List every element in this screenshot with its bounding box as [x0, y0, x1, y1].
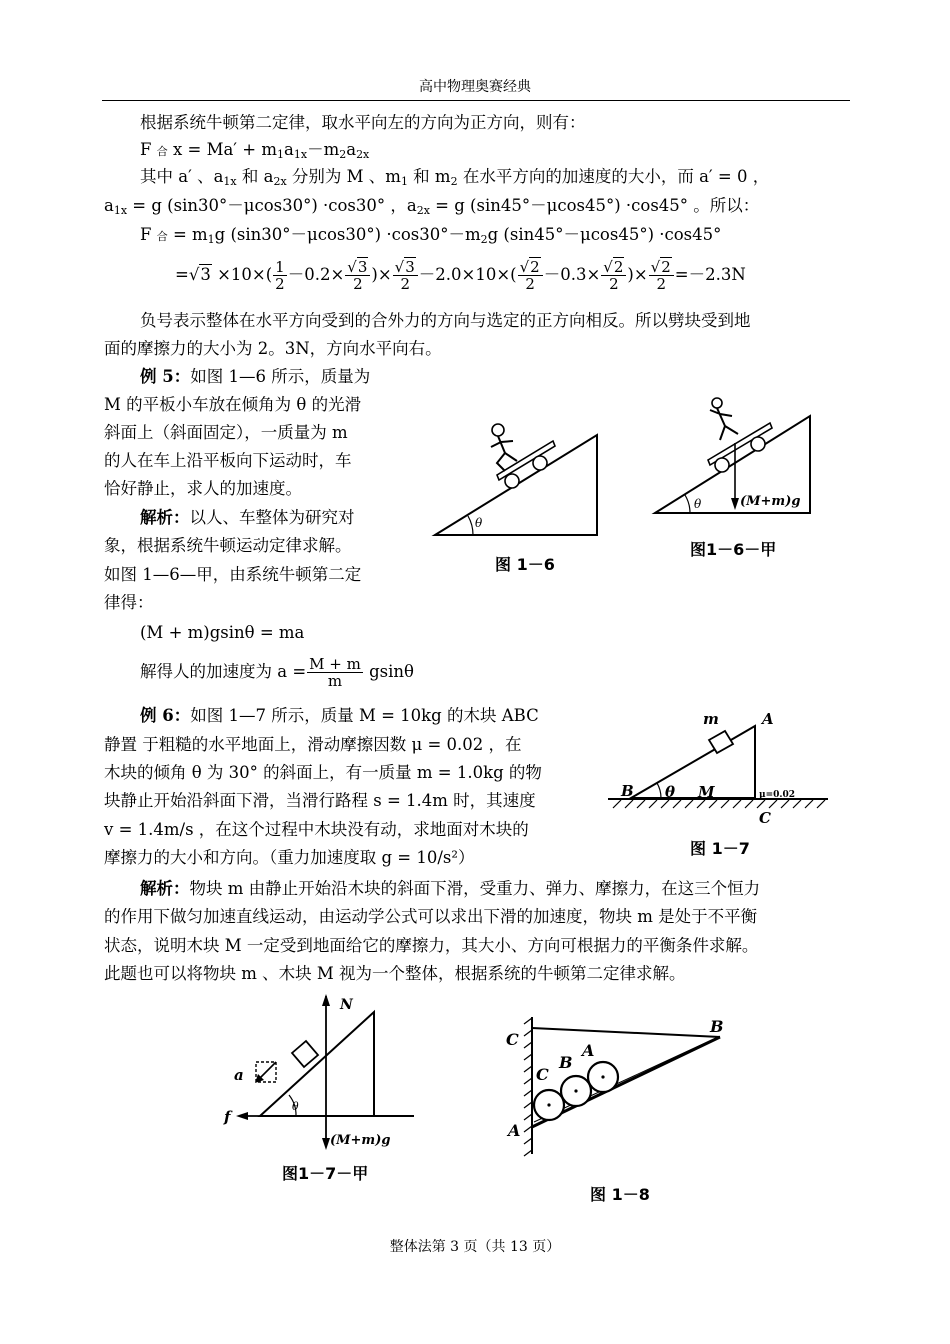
fig17a-N: N — [340, 997, 353, 1013]
fig17a-force: (M+m)g — [330, 1133, 391, 1148]
fig17a-caption: 图1－7－甲 — [282, 1164, 369, 1183]
ex5-eq2-num: M + m — [309, 655, 361, 673]
fig18-C1: C — [506, 1030, 519, 1049]
ex5-eq-2 — [140, 652, 414, 692]
text-line-4: $a_{1x} = g$ (sin30°－μcos30°) ·cos30° ，$a_{2x} = g$ (sin45°－μcos45°) ·cos45° 。所以： — [104, 196, 760, 217]
fig17a-theta: θ — [292, 1100, 299, 1113]
fig18-A1: A — [582, 1041, 595, 1060]
ex6-label: 例 6： — [140, 706, 191, 725]
ex5-sol-line-3 — [104, 565, 361, 585]
ex5-eq2-fraction — [307, 656, 363, 689]
ex5-sol-line-2 — [104, 536, 352, 556]
ex5-t3: 斜面上（斜面固定），一质量为 m — [104, 423, 348, 442]
fig16a-theta: θ — [694, 497, 702, 511]
fig18-B1: B — [710, 1017, 724, 1036]
figure-1-7-jia — [222, 992, 422, 1160]
ex5-sol-label: 解析： — [140, 508, 190, 527]
figure-1-6-jia — [650, 388, 830, 523]
header-rule — [102, 100, 850, 101]
ex5-line-4 — [104, 451, 352, 471]
figure-1-6 — [425, 395, 615, 545]
text-l8: 面的摩擦力的大小为 2。3N，方向水平向右。 — [104, 339, 442, 358]
ex6-s1: 物块 m 由静止开始沿木块的斜面下滑，受重力、弹力、摩擦力，在这三个恒力 — [189, 879, 761, 898]
text-line-7 — [140, 311, 751, 331]
fig17a-f: f — [224, 1108, 231, 1126]
fig17-C: C — [759, 809, 771, 827]
header-title: 高中物理奥赛经典 — [419, 79, 531, 95]
ex6-sol-label: 解析： — [140, 879, 190, 898]
figure-1-8 — [498, 1012, 738, 1162]
ex5-line-3 — [104, 423, 348, 443]
ex6-s2: 的作用下做匀加速直线运动，由运动学公式可以求出下滑的加速度，物块 m 是处于不平衡 — [104, 907, 758, 926]
fig18-A2: A — [508, 1121, 521, 1140]
ex6-t6: 摩擦力的大小和方向。（重力加速度取 g = 10/s²） — [104, 848, 475, 867]
ex5-t1: 如图 1—6 所示，质量为 — [190, 367, 371, 386]
text-line-2: F 合 $x = Ma' + m_1a_{1x}-m_2a_{2x}$ — [140, 140, 370, 161]
ex6-sol-line-1 — [140, 879, 760, 899]
ex5-eq2-den: m — [327, 672, 343, 690]
ex5-sol-line-1 — [140, 508, 355, 528]
text-l7: 负号表示整体在水平方向受到的合外力的方向与选定的正方向相反。所以劈块受到地 — [140, 311, 751, 330]
fig18-C2: C — [536, 1065, 549, 1084]
ex5-eq1: (M + m)gsinθ = ma — [140, 623, 305, 642]
ex5-line-2 — [104, 395, 361, 415]
ex6-t2: 静置 于粗糙的水平地面上，滑动摩擦因数 μ = 0.02 ，在 — [104, 735, 522, 754]
ex5-line-5 — [104, 479, 302, 499]
ex6-s4: 此题也可以将物块 m 、木块 M 视为一个整体，根据系统的牛顿第二定律求解。 — [104, 964, 686, 983]
fig16a-force: (M+m)g — [740, 494, 801, 509]
ex6-line-4 — [104, 791, 536, 811]
text-l1: 根据系统牛顿第二定律，取水平向左的方向为正方向，则有： — [140, 113, 586, 132]
footer-text: 整体法第 3 页（共 13 页） — [389, 1239, 561, 1255]
ex5-t4: 的人在车上沿平板向下运动时，车 — [104, 451, 352, 470]
fig17-M: M — [698, 783, 715, 801]
fig18-caption: 图 1－8 — [590, 1185, 650, 1204]
ex6-line-3 — [104, 763, 542, 783]
fig17-mu: μ=0.02 — [759, 790, 796, 800]
text-line-3: 其中 a′ 、$a_{1x}$ 和 $a_{2x}$ 分别为 M 、$m_1$ 和 $m_2$ 在水平方向的加速度的大小，而 a′ = 0 ， — [140, 167, 770, 188]
ex5-s2: 象，根据系统牛顿运动定律求解。 — [104, 536, 352, 555]
ex5-t2: M 的平板小车放在倾角为 θ 的光滑 — [104, 395, 362, 414]
page-header — [0, 76, 950, 96]
fig18-B2: B — [559, 1053, 573, 1072]
ex6-sol-line-3 — [104, 936, 758, 956]
ex6-t5: v = 1.4m/s ，在这个过程中木块没有动，求地面对木块的 — [104, 820, 529, 839]
ex6-sol-line-2 — [104, 907, 757, 927]
fig17-caption: 图 1－7 — [690, 839, 750, 858]
fig17a-a: a — [234, 1066, 244, 1084]
fig17-theta: θ — [665, 783, 676, 801]
ex6-sol-line-4 — [104, 964, 686, 984]
text-line-1 — [140, 113, 586, 133]
page-footer — [0, 1236, 950, 1256]
ex5-s4: 律得： — [104, 593, 154, 612]
fig17-B: B — [621, 782, 634, 800]
ex5-eq2-suffix: gsinθ — [369, 662, 414, 681]
ex5-s1: 以人、车整体为研究对 — [189, 508, 355, 527]
fig16a-caption: 图1－6－甲 — [690, 540, 777, 559]
fig16-theta: θ — [475, 516, 483, 530]
fig16-caption: 图 1－6 — [495, 555, 555, 574]
ex6-line-2 — [104, 735, 522, 755]
ex5-s3: 如图 1—6—甲，由系统牛顿第二定 — [104, 565, 362, 584]
ex5-label: 例 5： — [140, 367, 191, 386]
ex6-line-5 — [104, 820, 529, 840]
text-line-6: =√3 ×10×( $\frac{1}{2}$ －0.2× $\frac{√3}{2}$ )× $\frac{√3}{2}$ －2.0×10×( $\frac{√2}{2}$ －0.3× $\frac{√2}{2}$ )× $\frac{√2}{2}$ =－2.3N — [175, 258, 746, 293]
ex5-line-1 — [140, 367, 370, 387]
ex6-t4: 块静止开始沿斜面下滑，当滑行路程 s = 1.4m 时，其速度 — [104, 791, 536, 810]
ex6-line-1 — [140, 706, 539, 726]
ex5-eq2-prefix: 解得人的加速度为 a = — [140, 662, 307, 681]
ex5-sol-line-4 — [104, 593, 154, 613]
ex6-s3: 状态，说明木块 M 一定受到地面给它的摩擦力，其大小、方向可根据力的平衡条件求解。 — [104, 936, 759, 955]
ex6-t1: 如图 1—7 所示，质量 M = 10kg 的木块 ABC — [190, 706, 539, 725]
text-line-8 — [104, 339, 442, 359]
text-line-5: F 合 = $m_1g$ $(\sin 30^\circ-\mu\cos 30^\circ) \cdot\cos 30^\circ-m_2g$ (sin45°－μcos45°) ·cos45° — [140, 225, 722, 246]
ex5-t5: 恰好静止，求人的加速度。 — [104, 479, 302, 498]
ex6-t3: 木块的倾角 θ 为 30° 的斜面上，有一质量 m = 1.0kg 的物 — [104, 763, 542, 782]
fig17-m: m — [703, 710, 719, 728]
ex5-eq-1 — [140, 623, 304, 643]
figure-1-7 — [603, 700, 838, 828]
ex6-line-6 — [104, 848, 475, 868]
fig17-A: A — [762, 710, 774, 728]
